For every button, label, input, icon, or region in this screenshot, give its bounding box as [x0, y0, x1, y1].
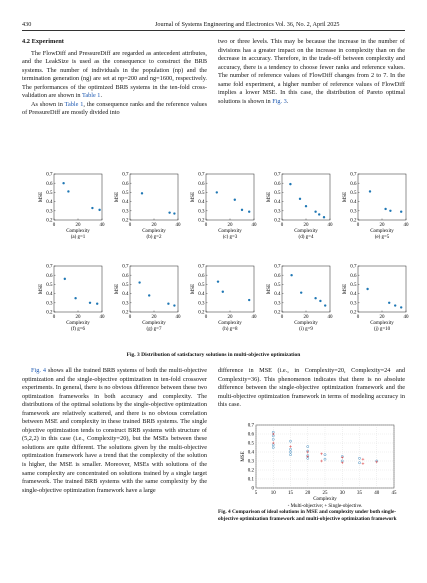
y-axis-label: MSE [191, 191, 196, 203]
x-tick-label: 20 [227, 223, 233, 228]
plot-frame [206, 174, 254, 220]
x-tick-label: 40 [327, 223, 333, 228]
scatter-plot [40, 170, 116, 260]
y-tick-label: 0.4 [122, 292, 129, 298]
data-point [74, 297, 76, 299]
x-tick-label: 20 [303, 315, 309, 320]
x-tick-label: 25 [322, 491, 328, 496]
data-point [400, 211, 402, 213]
y-tick-label: 0.5 [350, 191, 357, 196]
page-number: 430 [22, 21, 32, 28]
data-point [314, 297, 316, 299]
data-point [324, 304, 326, 306]
y-axis-label: MSE [39, 283, 44, 295]
x-axis-label: Complexity [66, 321, 90, 326]
y-tick-label: 0.6 [46, 273, 53, 279]
x-tick-label: 40 [403, 223, 409, 228]
fig3-panel [192, 170, 268, 265]
right-column-top [218, 38, 405, 106]
y-tick-label: 0.2 [274, 218, 281, 224]
panel-label: (b) g=2 [146, 235, 162, 240]
data-point [389, 210, 391, 212]
plot-frame [206, 266, 254, 312]
x-tick-label: 0 [204, 315, 208, 320]
y-axis-label: MSE [39, 191, 44, 203]
x-axis-label: Complexity [218, 321, 242, 326]
scatter-plot [40, 262, 116, 352]
scatter-plot [268, 170, 344, 260]
y-tick-label: 0.3 [46, 301, 53, 307]
fig3-panel [116, 170, 192, 265]
x-tick-label: 20 [303, 223, 309, 228]
y-tick-label: 0.3 [198, 301, 205, 307]
y-tick-label: 0.3 [350, 301, 357, 307]
x-tick-label: 20 [379, 223, 385, 228]
single-objective-point [362, 458, 365, 461]
scatter-plot [192, 262, 268, 352]
y-tick-label: 0.4 [350, 292, 357, 298]
single-objective-point [289, 445, 292, 448]
y-tick-label: 0.3 [274, 209, 281, 215]
y-tick-label: 0.6 [350, 273, 357, 279]
y-tick-label: 0.7 [198, 264, 205, 270]
y-tick-label: 0.7 [46, 172, 53, 178]
x-tick-label: 20 [151, 223, 157, 228]
y-tick-label: 0.5 [274, 191, 281, 196]
panel-label: (d) g=4 [298, 235, 314, 240]
y-tick-label: 0.6 [274, 181, 281, 187]
data-point [319, 300, 321, 302]
x-tick-label: 40 [327, 315, 333, 320]
x-tick-label: 0 [356, 223, 360, 228]
x-tick-label: 40 [251, 223, 257, 228]
legend: ◦ Multi-objective; + Single-objective. [287, 504, 363, 509]
left-column-top [22, 38, 207, 118]
data-point [168, 211, 170, 213]
x-tick-label: 40 [403, 315, 409, 320]
y-tick-label: 0.3 [46, 209, 53, 215]
x-axis-label: Complexity [294, 229, 318, 234]
fig4-panel [236, 422, 401, 515]
y-tick-label: 0.7 [122, 264, 129, 270]
y-tick-label: 0.6 [274, 273, 281, 279]
y-tick-label: 0.4 [122, 200, 129, 206]
panel-label: (g) g=7 [146, 327, 162, 332]
plot-frame [54, 266, 102, 312]
single-objective-point [320, 453, 323, 456]
y-tick-label: 0.2 [350, 310, 357, 316]
scatter-plot [236, 422, 401, 510]
y-tick-label: 0.2 [122, 310, 129, 316]
single-objective-point [362, 462, 365, 465]
fig3-panel [268, 170, 344, 265]
data-point [388, 302, 390, 304]
x-tick-label: 20 [305, 491, 311, 496]
y-tick-label: 0.7 [274, 172, 281, 178]
y-tick-label: 0.7 [247, 423, 254, 429]
y-tick-label: 0.2 [198, 218, 205, 224]
panel-label: (i) g=9 [299, 327, 313, 332]
data-point [318, 213, 320, 215]
data-point [173, 212, 175, 214]
data-point [173, 304, 175, 306]
y-tick-label: 0.3 [122, 209, 129, 215]
x-axis-label: Complexity [370, 229, 394, 234]
y-tick-label: 0.7 [198, 172, 205, 178]
y-tick-label: 0.2 [46, 218, 53, 224]
y-tick-label: 0.7 [122, 172, 129, 178]
y-tick-label: 0.7 [350, 264, 357, 270]
fig3-panel [268, 262, 344, 357]
y-tick-label: 0.5 [46, 283, 53, 288]
y-axis-label: MSE [343, 283, 348, 295]
fig4-caption: Fig. 4 Comparison of ideal solutions in MSE and complexity under both single-objective optimization framework and multi-objective optimization framework [218, 509, 397, 522]
data-point [400, 306, 402, 308]
x-tick-label: 0 [128, 223, 132, 228]
x-tick-label: 20 [75, 315, 81, 320]
y-tick-label: 0.7 [274, 264, 281, 270]
data-point [290, 274, 292, 276]
y-tick-label: 0.3 [350, 209, 357, 215]
x-tick-label: 40 [374, 491, 380, 496]
y-tick-label: 0.5 [122, 191, 129, 196]
y-tick-label: 0.5 [122, 283, 129, 288]
y-tick-label: 0.2 [247, 468, 254, 474]
y-tick-label: 0.2 [350, 218, 357, 224]
y-tick-label: 0.4 [198, 200, 205, 206]
y-tick-label: 0.2 [46, 310, 53, 316]
data-point [217, 280, 219, 282]
x-tick-label: 0 [128, 315, 132, 320]
fig3-panel [116, 262, 192, 357]
y-tick-label: 0.2 [274, 310, 281, 316]
left-column-bottom [22, 367, 207, 495]
y-tick-label: 0.4 [46, 200, 53, 206]
x-tick-label: 35 [357, 491, 362, 496]
data-point [289, 183, 291, 185]
x-tick-label: 40 [175, 315, 181, 320]
y-tick-label: 0.4 [274, 292, 281, 298]
fig3-panel [40, 262, 116, 357]
y-axis-label: MSE [267, 283, 272, 295]
plot-frame [358, 266, 406, 312]
paragraph-3: two or three levels. This may be because the increase in the number of divisions has a greater impact on the increase in complexity than on the decrease in accuracy. Therefore, in the trade-off between complexity and accuracy, there is a tendency to choose fewer ranks and reference values. The number of reference values of FlowDiff changes from 2 to 7. In the same fold experiment, a higher number of reference values of FlowDiff implies a lower MSE. In this case, the distribution of Pareto optimal solutions is shown in Fig. 3. [218, 38, 405, 105]
scatter-plot [344, 170, 420, 260]
header-rule [22, 30, 405, 31]
x-axis-label: Complexity [66, 229, 90, 234]
scatter-plot [116, 170, 192, 260]
y-tick-label: 0.4 [198, 292, 205, 298]
data-point [67, 190, 69, 192]
x-axis-label: Complexity [294, 321, 318, 326]
x-tick-label: 45 [391, 491, 397, 496]
data-point [234, 199, 236, 201]
y-tick-label: 0.1 [247, 477, 254, 483]
scatter-plot [344, 262, 420, 352]
x-tick-label: 15 [288, 491, 293, 496]
paragraph-5: difference in MSE (i.e., in Complexity=20, Complexity=24 and Complexity=36). This phenomenon indicates that there is no absolute difference between the single-objective optimization framework and the multi-objective optimization framework in terms of modeling accuracy in this case. [218, 367, 405, 409]
fig3-caption: Fig. 3 Distribution of satisfactory solutions in multi-objective optimization [126, 352, 301, 358]
x-tick-label: 0 [204, 223, 208, 228]
y-tick-label: 0.6 [122, 273, 129, 279]
data-point [248, 299, 250, 301]
x-tick-label: 5 [254, 491, 258, 496]
data-point [167, 303, 169, 305]
plot-frame [130, 266, 178, 312]
y-tick-label: 0.3 [122, 301, 129, 307]
y-tick-label: 0.3 [247, 459, 254, 465]
y-axis-label: MSE [241, 451, 246, 462]
plot-frame [256, 425, 394, 488]
x-axis-label: Complexity [370, 321, 394, 326]
paragraph-1: The FlowDiff and PressureDiff are regarded as antecedent attributes, and the LeakSize is used as the consequence to construct the BRB systems. The number of individuals in the population (np) and the termination generation (ng) are set at np=200 and ng=1600, respectively. The performances of the optimized BRB systems in the ten-fold cross-validation are shown in Table 1. [22, 49, 207, 100]
fig3-panel [192, 262, 268, 357]
data-point [89, 302, 91, 304]
data-point [300, 291, 302, 293]
data-point [369, 190, 371, 192]
data-point [148, 294, 150, 296]
data-point [366, 288, 368, 290]
x-tick-label: 30 [339, 491, 345, 496]
panel-label: (f) g=6 [70, 327, 86, 332]
y-tick-label: 0.6 [198, 181, 205, 187]
data-point [64, 278, 66, 280]
x-tick-label: 0 [52, 315, 56, 320]
x-axis-label: Complexity [313, 497, 337, 502]
data-point [314, 211, 316, 213]
x-tick-label: 0 [356, 315, 360, 320]
data-point [248, 211, 250, 213]
y-tick-label: 0.7 [350, 172, 357, 178]
y-axis-label: MSE [267, 191, 272, 203]
data-point [138, 281, 140, 283]
plot-frame [358, 174, 406, 220]
y-axis-label: MSE [115, 283, 120, 295]
y-tick-label: 0.5 [46, 191, 53, 196]
panel-label: (j) g=10 [373, 327, 391, 332]
y-axis-label: MSE [191, 283, 196, 295]
y-axis-label: MSE [115, 191, 120, 203]
data-point [323, 216, 325, 218]
x-axis-label: Complexity [218, 229, 242, 234]
plot-frame [54, 174, 102, 220]
y-tick-label: 0.4 [247, 450, 254, 456]
plot-frame [282, 266, 330, 312]
y-tick-label: 0.4 [350, 200, 357, 206]
scatter-plot [192, 170, 268, 260]
data-point [384, 208, 386, 210]
x-tick-label: 10 [270, 491, 276, 496]
y-tick-label: 0.6 [198, 273, 205, 279]
data-point [98, 209, 100, 211]
data-point [394, 304, 396, 306]
panel-label: (a) g=1 [70, 235, 86, 240]
data-point [222, 291, 224, 293]
x-tick-label: 20 [227, 315, 233, 320]
x-tick-label: 0 [280, 315, 284, 320]
x-tick-label: 20 [379, 315, 385, 320]
y-tick-label: 0.2 [198, 310, 205, 316]
x-tick-label: 20 [151, 315, 157, 320]
data-point [216, 191, 218, 193]
panel-label: (c) g=3 [222, 235, 238, 240]
table-1-link[interactable]: Table 1 [81, 92, 101, 100]
right-column-bottom [218, 367, 405, 410]
data-point [305, 205, 307, 207]
y-tick-label: 0.4 [46, 292, 53, 298]
y-tick-label: 0.5 [274, 283, 281, 288]
plot-frame [130, 174, 178, 220]
y-tick-label: 0.7 [46, 264, 53, 270]
data-point [141, 192, 143, 194]
journal-title: Journal of Systems Engineering and Electronics Vol. 36, No. 2, April 2025 [155, 21, 340, 28]
fig-4-link[interactable]: Fig. 4 [31, 367, 46, 374]
data-point [62, 182, 64, 184]
y-tick-label: 0.3 [274, 301, 281, 307]
table-1-link[interactable]: Table 1 [64, 100, 84, 108]
scatter-plot [116, 262, 192, 352]
panel-label: (e) g=5 [374, 235, 390, 240]
y-tick-label: 0.6 [122, 181, 129, 187]
y-tick-label: 0.2 [122, 218, 129, 224]
y-tick-label: 0.4 [274, 200, 281, 206]
y-tick-label: 0.6 [350, 181, 357, 187]
x-tick-label: 40 [251, 315, 257, 320]
fig3-panel [344, 170, 420, 265]
plot-frame [282, 174, 330, 220]
x-tick-label: 20 [75, 223, 81, 228]
y-tick-label: 0.5 [198, 191, 205, 196]
x-axis-label: Complexity [142, 321, 166, 326]
fig3-panel [40, 170, 116, 265]
x-tick-label: 40 [99, 315, 105, 320]
y-tick-label: 0.5 [350, 283, 357, 288]
y-tick-label: 0.3 [198, 209, 205, 215]
x-tick-label: 0 [280, 223, 284, 228]
data-point [241, 209, 243, 211]
y-tick-label: 0 [251, 486, 254, 492]
paragraph-2: As shown in Table 1, the consequence ranks and the reference values of PressureDiff are mostly divided into [22, 100, 208, 117]
panel-label: (h) g=8 [222, 327, 238, 332]
x-tick-label: 0 [52, 223, 56, 228]
data-point [96, 303, 98, 305]
y-tick-label: 0.6 [247, 432, 254, 438]
y-tick-label: 0.5 [247, 441, 254, 447]
y-tick-label: 0.6 [46, 181, 53, 187]
y-axis-label: MSE [343, 191, 348, 203]
y-tick-label: 0.5 [198, 283, 205, 288]
x-tick-label: 40 [99, 223, 105, 228]
single-objective-point [320, 460, 323, 463]
fig-3-link[interactable]: Fig. 3 [272, 97, 287, 105]
x-tick-label: 40 [175, 223, 181, 228]
data-point [91, 207, 93, 209]
fig3-panel [344, 262, 420, 357]
paragraph-4: Fig. 4 shows all the trained BRB systems of both the multi-objective optimization and the single-objective optimization in ten-fold crossover experiments. In general, there is no obvious difference between these two optimization frameworks in both accuracy and complexity. The distributions of the optimal solutions by the single-objective optimization framework are relatively scattered, and there is no obvious correlation between MSE and complexity in these trained BRB systems. The single objective optimization tends to construct BRB systems with structure of (5,2,2) in this case (i.e., Complexity=20), but the MSEs between these solutions are quite different. The solutions given by the multi-objective optimization framework have a trend that the complexity of the solution is higher, the MSE is smaller. Moreover, MSEs with solutions of the same complexity are concentrated on solutions trained by a single target framework. The trained BRB systems with the same complexity by the single-objective optimization framework have a large [22, 367, 207, 494]
data-point [299, 198, 301, 200]
x-axis-label: Complexity [142, 229, 166, 234]
section-heading: 4.2 Experiment [22, 38, 64, 45]
scatter-plot [268, 262, 344, 352]
